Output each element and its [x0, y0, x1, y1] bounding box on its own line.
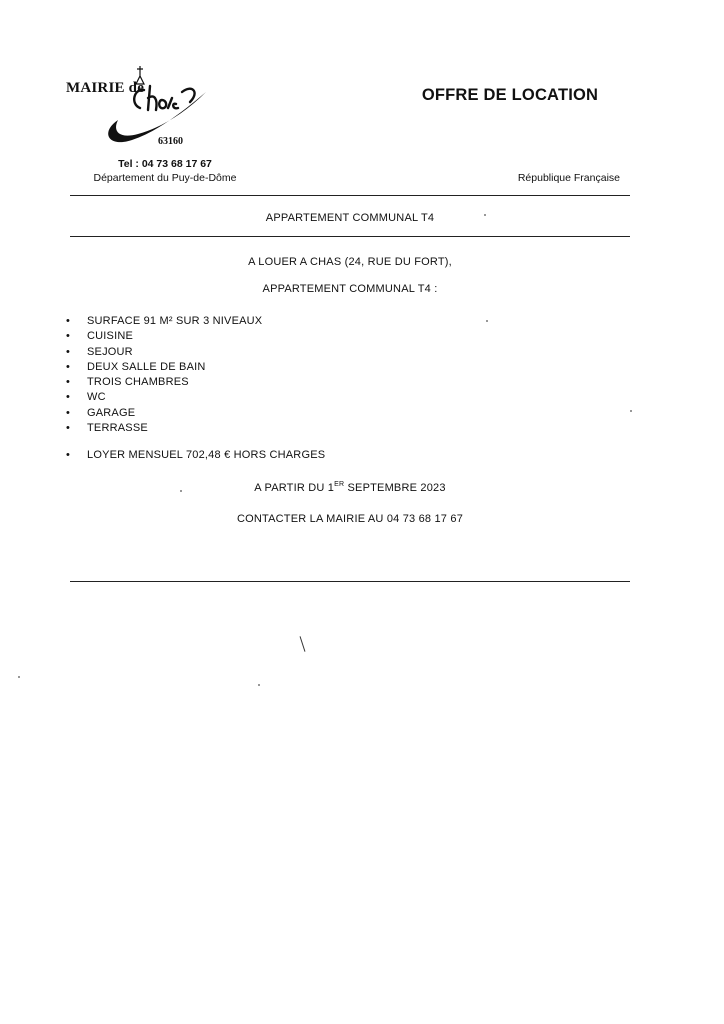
list-item: • SURFACE 91 M² SUR 3 NIVEAUX: [66, 314, 262, 329]
feature-list: [66, 314, 262, 436]
intro-line: APPARTEMENT COMMUNAL T4 :: [262, 283, 438, 295]
list-item: • SEJOUR: [66, 345, 262, 360]
republic-label: République Française: [517, 172, 620, 184]
list-item: • GARAGE: [66, 406, 262, 421]
scan-speck: [258, 684, 260, 686]
footer-divider: [70, 581, 630, 582]
header-divider: [70, 195, 630, 196]
subtitle-divider: [70, 236, 630, 237]
phone-number: Tel : 04 73 68 17 67: [118, 158, 212, 170]
availability-prefix: A PARTIR DU 1: [254, 482, 335, 494]
logo-postcode: 63160: [158, 136, 183, 147]
scan-mark: [300, 636, 306, 652]
scan-speck: [486, 320, 488, 322]
scan-speck: [180, 490, 182, 492]
scan-speck: [484, 214, 486, 216]
list-item: • DEUX SALLE DE BAIN: [66, 360, 262, 375]
availability-sup: ER: [334, 481, 345, 488]
location-line: A LOUER A CHAS (24, RUE DU FORT),: [248, 256, 452, 268]
list-item: • TERRASSE: [66, 421, 262, 436]
list-item: • WC: [66, 390, 262, 405]
list-item: • TROIS CHAMBRES: [66, 375, 262, 390]
page-title: OFFRE DE LOCATION: [421, 86, 599, 104]
list-item: • CUISINE: [66, 329, 262, 344]
logo-prefix: MAIRIE de: [66, 80, 145, 96]
availability-line: [70, 481, 630, 494]
availability-suffix: SEPTEMBRE 2023: [344, 482, 446, 494]
scan-speck: [18, 676, 20, 678]
scan-speck: [630, 410, 632, 412]
department: Département du Puy-de-Dôme: [93, 172, 237, 184]
subtitle: APPARTEMENT COMMUNAL T4: [265, 212, 435, 224]
rent-line: • LOYER MENSUEL 702,48 € HORS CHARGES: [66, 449, 325, 461]
mairie-logo: [60, 62, 230, 162]
contact-line: CONTACTER LA MAIRIE AU 04 73 68 17 67: [236, 513, 464, 525]
chas-logo-icon: [60, 62, 230, 162]
